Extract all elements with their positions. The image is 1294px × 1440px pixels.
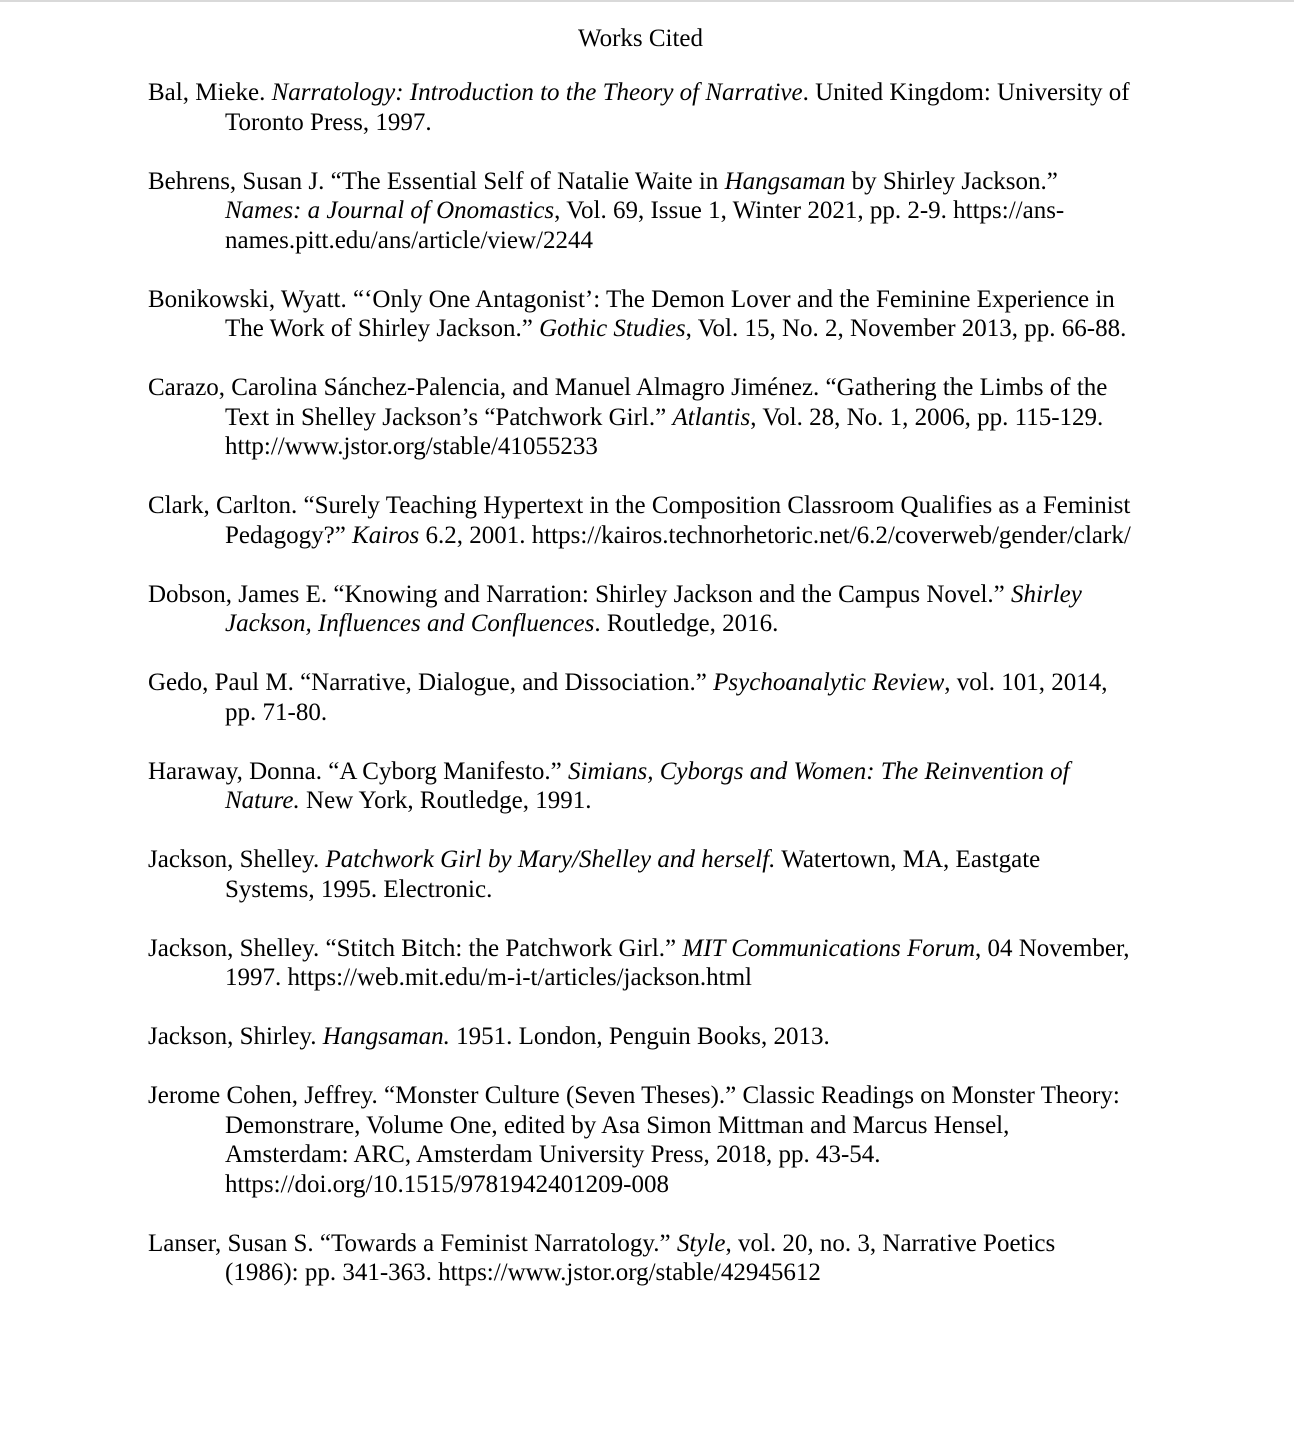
citation-entry xyxy=(148,580,1133,639)
citation-title: Narratology: Introduction to the Theory of Narrative xyxy=(271,79,803,106)
citation-text: Lanser, Susan S. “Towards a Feminist Narratology.” xyxy=(148,1229,677,1257)
citation-text: 1951. London, Penguin Books, 2013. xyxy=(449,1023,830,1050)
works-cited-page xyxy=(148,22,1133,1317)
citation-title: Patchwork Girl by Mary/Shelley and herself. xyxy=(325,846,776,873)
citation-entry xyxy=(148,78,1133,137)
citation-journal: Kairos xyxy=(352,521,420,549)
citation-text: , Vol. 15, No. 2, November 2013, pp. 66-88. xyxy=(685,315,1127,342)
citation-text: Jerome Cohen, Jeffrey. “Monster Culture (Seven Theses).” Classic Readings on Monster Theory: Demonstrare, Volume One, edited by Asa Simon Mittman and Marcus Hensel, Amsterdam: ARC, Amsterdam University Press, 2018, pp. 43-54. https://doi.org/10.1515/9781942401209-008 xyxy=(148,1082,1120,1198)
citation-entry xyxy=(148,285,1133,344)
citation-text: New York, Routledge, 1991. xyxy=(299,787,592,814)
citation-text: Jackson, Shirley. xyxy=(148,1023,323,1050)
citation-text: Gedo, Paul M. “Narrative, Dialogue, and Dissociation.” xyxy=(148,669,714,696)
citation-entry xyxy=(148,167,1133,256)
citation-text: . Routledge, 2016. xyxy=(594,610,779,637)
citation-text: Behrens, Susan J. “The Essential Self of Natalie Waite in xyxy=(148,167,725,195)
citation-text: 6.2, 2001. https://kairos.technorhetoric.net/6.2/coverweb/gender/clark/ xyxy=(419,521,1131,549)
citation-entry xyxy=(148,668,1133,727)
citation-text: , vol. 101, 2014, pp. 71-80. xyxy=(225,669,1108,726)
citation-journal: MIT Communications Forum xyxy=(682,934,975,962)
citation-text: Bal, Mieke. xyxy=(148,79,272,106)
citation-text: Haraway, Donna. “A Cyborg Manifesto.” xyxy=(148,757,569,785)
citation-journal: Atlantis xyxy=(672,403,751,431)
citation-entry xyxy=(148,491,1133,550)
citation-text: by Shirley Jackson.” xyxy=(845,167,1058,195)
citation-text: Jackson, Shelley. xyxy=(148,846,326,873)
citation-text: , 04 November, 1997. https://web.mit.edu/m-i-t/articles/jackson.html xyxy=(225,934,1130,991)
page-title: Works Cited xyxy=(577,25,704,52)
citation-entry xyxy=(148,1081,1133,1199)
citation-entry xyxy=(148,373,1133,462)
citation-entry xyxy=(148,934,1133,993)
citation-text: Watertown, MA, Eastgate Systems, 1995. Electronic. xyxy=(225,846,1041,903)
top-divider xyxy=(0,0,1294,2)
citation-text: Carazo, Carolina Sánchez-Palencia, and Manuel Almagro Jiménez. “Gathering the Limbs of the Text in Shelley Jackson’s “Patchwork Girl.” xyxy=(148,374,1108,431)
citation-title: Hangsaman. xyxy=(322,1023,450,1050)
citation-journal: Psychoanalytic Review xyxy=(713,669,945,696)
citation-text: , vol. 20, no. 3, Narrative Poetics (1986): pp. 341-363. https://www.jstor.org/stable/42945612 xyxy=(225,1229,1056,1286)
citation-text: Clark, Carlton. “Surely Teaching Hypertext in the Composition Classroom Qualifies as a Feminist Pedagogy?” xyxy=(148,492,1131,549)
citation-text: , Vol. 69, Issue 1, Winter 2021, pp. 2-9. https://ans-names.pitt.edu/ans/article/view/2244 xyxy=(225,197,1065,254)
citation-text: Dobson, James E. “Knowing and Narration: Shirley Jackson and the Campus Novel.” xyxy=(148,580,1012,608)
citation-title: Hangsaman xyxy=(724,167,846,195)
citation-title: Shirley Jackson, Influences and Confluences xyxy=(225,580,1082,637)
citation-entry xyxy=(148,845,1133,904)
citation-journal: Gothic Studies xyxy=(539,315,686,342)
citation-text: . United Kingdom: University of Toronto Press, 1997. xyxy=(225,79,1130,136)
citation-text: Bonikowski, Wyatt. “‘Only One Antagonist’: The Demon Lover and the Feminine Experience in The Work of Shirley Jackson.” xyxy=(148,285,1115,342)
citation-text: , Vol. 28, No. 1, 2006, pp. 115-129. http://www.jstor.org/stable/41055233 xyxy=(225,403,1104,460)
citation-journal: Names: a Journal of Onomastics xyxy=(225,197,555,224)
citation-entry xyxy=(148,1022,1133,1052)
citation-title: Simians, Cyborgs and Women: The Reinvention of Nature. xyxy=(225,757,1070,814)
citation-entry xyxy=(148,757,1133,816)
citation-journal: Style xyxy=(676,1229,726,1257)
citation-entry xyxy=(148,1229,1133,1288)
citation-text: Jackson, Shelley. “Stitch Bitch: the Patchwork Girl.” xyxy=(148,934,683,962)
